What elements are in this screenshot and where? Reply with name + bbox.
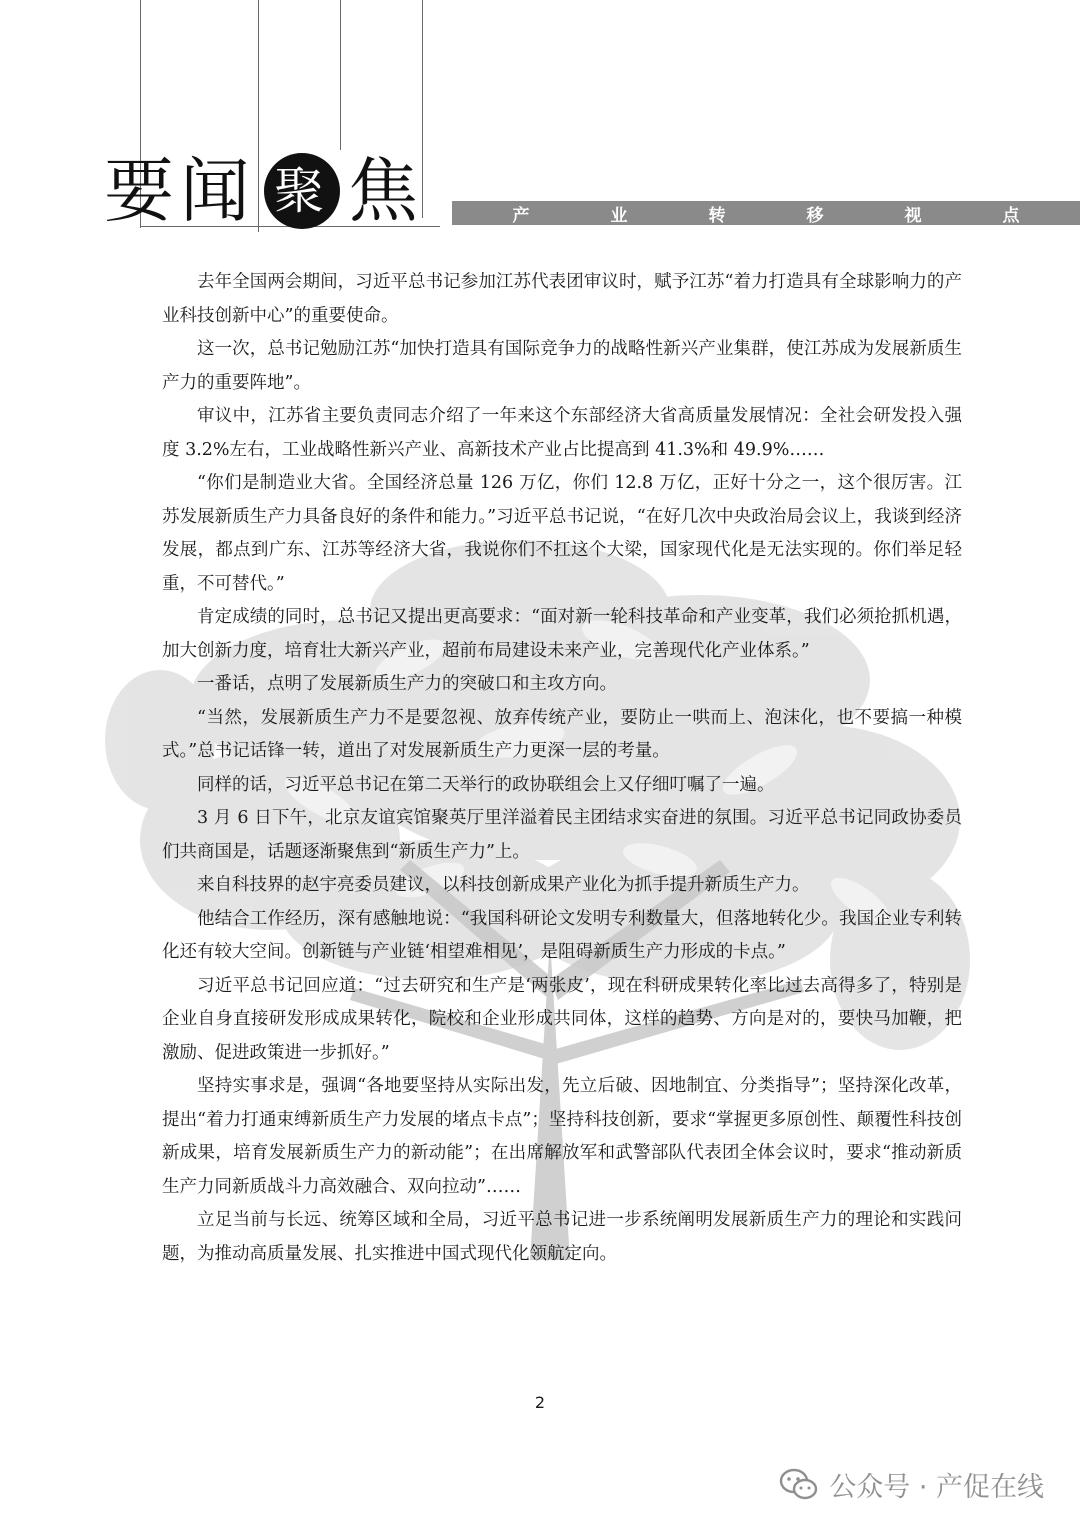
- banner-char: 产: [512, 205, 530, 226]
- paragraph: 审议中，江苏省主要负责同志介绍了一年来这个东部经济大省高质量发展情况：全社会研发投入强度 3.2%左右，工业战略性新兴产业、高新技术产业占比提高到 41.3%和 49.9%……: [162, 406, 962, 460]
- paragraph: 来自科技界的赵宇亮委员建议，以科技创新成果产业化为抓手提升新质生产力。: [197, 875, 810, 895]
- paragraph: 一番话，点明了发展新质生产力的突破口和主攻方向。: [197, 674, 617, 694]
- column-title-char: 闻: [180, 150, 256, 232]
- paragraph: “当然，发展新质生产力不是要忽视、放弃传统产业，要防止一哄而上、泡沫化，也不要搞一种模式。”总书记话锋一转，道出了对发展新质生产力更深一层的考量。: [162, 707, 962, 761]
- paragraph: 他结合工作经历，深有感触地说：“我国科研论文发明专利数量大，但落地转化少。我国企业专利转化还有较大空间。创新链与产业链‘相望难相见’，是阻碍新质生产力形成的卡点。”: [162, 908, 962, 962]
- decor-line: [340, 0, 341, 150]
- paragraph: “你们是制造业大省。全国经济总量 126 万亿，你们 12.8 万亿，正好十分之一，这个很厉害。江苏发展新质生产力具备良好的条件和能力。”习近平总书记说，“在好几次中央政治局会议上，我谈到经济发展，都点到广东、江苏等经济大省，我说你们不扛这个大梁，国家现代化是无法实现的。你们举足轻重，不可替代。”: [162, 473, 962, 594]
- section-banner: [452, 201, 1080, 225]
- column-title-seal: 聚: [264, 153, 340, 229]
- paragraph: 立足当前与长远、统筹区域和全局，习近平总书记进一步系统阐明发展新质生产力的理论和实践问题，为推动高质量发展、扎实推进中国式现代化领航定向。: [162, 1210, 962, 1264]
- paragraph: 同样的话，习近平总书记在第二天举行的政协联组会上又仔细叮嘱了一遍。: [197, 774, 775, 795]
- paragraph: 肯定成绩的同时，总书记又提出更高要求：“面对新一轮科技革命和产业变革，我们必须抢抓机遇，加大创新力度，培育壮大新兴产业，超前布局建设未来产业，完善现代化产业体系。”: [162, 607, 962, 661]
- column-title: [104, 146, 424, 236]
- paragraph: 3 月 6 日下午，北京友谊宾馆聚英厅里洋溢着民主团结求实奋进的氛围。习近平总书记同政协委员们共商国是，话题逐渐聚焦到“新质生产力”上。: [162, 808, 962, 862]
- banner-char: 视: [904, 205, 922, 226]
- paragraph: 这一次，总书记勉励江苏“加快打造具有国际竞争力的战略性新兴产业集群，使江苏成为发展新质生产力的重要阵地”。: [162, 339, 962, 393]
- paragraph: 习近平总书记回应道：“过去研究和生产是‘两张皮’，现在科研成果转化率比过去高得多了，特别是企业自身直接研发形成成果转化，院校和企业形成共同体，这样的趋势、方向是对的，要快马加鞭，把激励、促进政策进一步抓好。”: [162, 975, 962, 1063]
- account-watermark: [779, 1465, 1044, 1504]
- wechat-icon: [779, 1468, 819, 1502]
- article-body: [162, 266, 962, 1271]
- banner-char: 转: [708, 205, 726, 226]
- page-number: 2: [534, 1393, 546, 1412]
- paragraph: 坚持实事求是，强调“各地要坚持从实际出发，先立后破、因地制宜、分类指导”；坚持深化改革，提出“着力打通束缚新质生产力发展的堵点卡点”；坚持科技创新，要求“掌握更多原创性、颠覆性科技创新成果，培育发展新质生产力的新动能”；在出席解放军和武警部队代表团全体会议时，要求“推动新质生产力同新质战斗力高效融合、双向拉动”……: [162, 1076, 962, 1197]
- column-title-char: 焦: [348, 150, 424, 232]
- watermark-text: 公众号 · 产促在线: [829, 1472, 1044, 1503]
- paragraph: 去年全国两会期间，习近平总书记参加江苏代表团审议时，赋予江苏“着力打造具有全球影响力的产业科技创新中心”的重要使命。: [162, 272, 962, 326]
- column-title-char: 要: [104, 150, 180, 232]
- banner-char: 移: [806, 205, 824, 226]
- banner-char: 业: [610, 205, 628, 226]
- banner-char: 点: [1002, 205, 1020, 226]
